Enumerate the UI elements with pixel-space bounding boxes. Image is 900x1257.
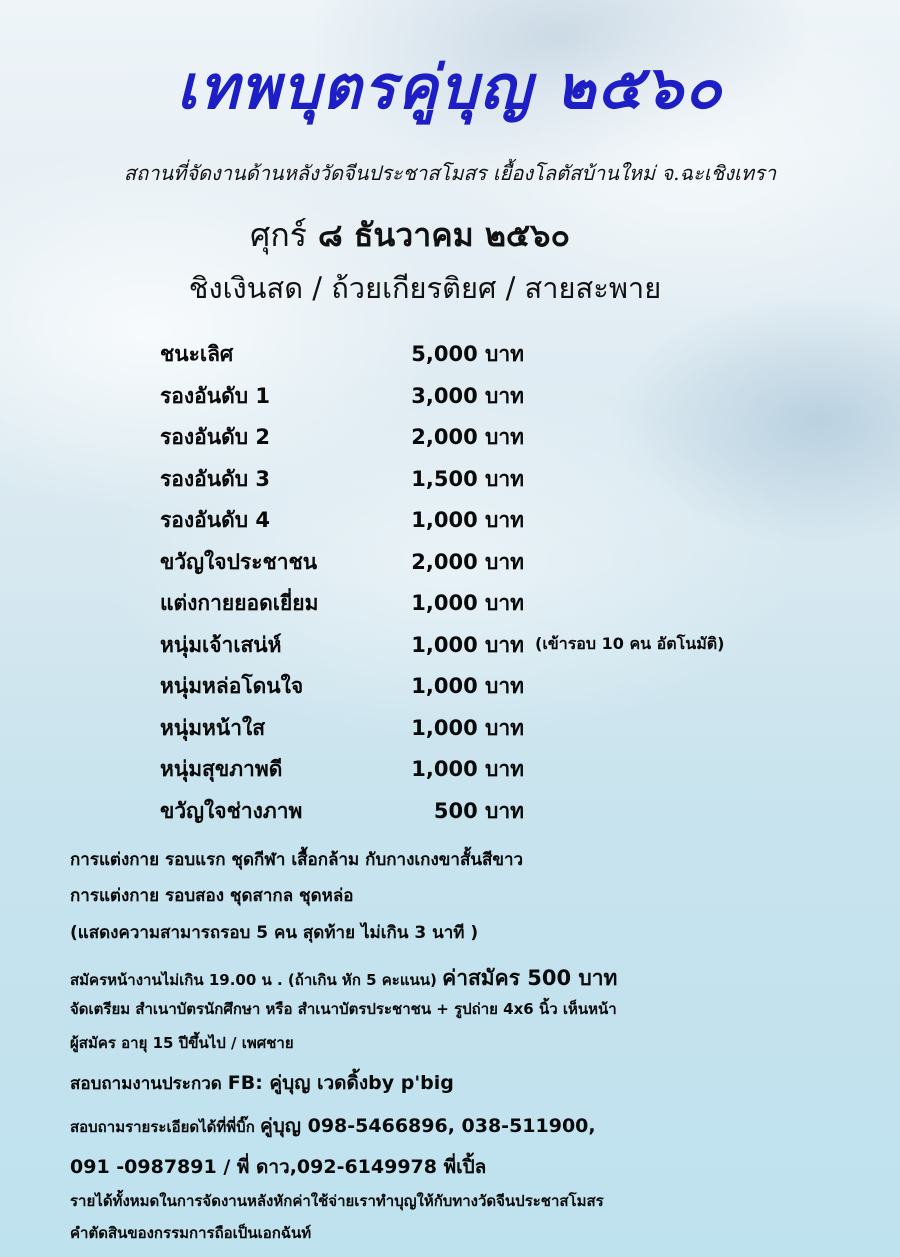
footer-line-2: คำตัดสินของกรรมการถือเป็นเอกฉันท์ [70,1224,312,1242]
contact-phone-value: คู่บุญ 098-5466896, 038-511900, [260,1115,596,1137]
footer-line-1: รายได้ทั้งหมดในการจัดงานหลังหักค่าใช้จ่ายเราทำบุญให้กับทางวัดจีนประชาสโมสร [70,1192,604,1210]
prize-row [160,623,800,665]
prize-name: หนุ่มสุขภาพดี [160,757,283,781]
contact-phone-line [70,1111,596,1141]
dress-round-2: การแต่งกาย รอบสอง ชุดสากล ชุดหล่อ [70,886,354,906]
prize-amount: 1,500 บาท [411,466,524,491]
awards-line: ชิงเงินสด / ถ้วยเกียรติยศ / สายสะพาย [188,271,662,305]
contact-fb-value: FB: คู่บุญ เวดดิ้งby p'big [227,1072,454,1094]
prize-name: ขวัญใจช่างภาพ [160,798,303,823]
prize-row [160,498,800,540]
prize-row [160,540,800,582]
event-date [0,210,820,261]
prize-name: รองอันดับ 1 [160,383,271,408]
prize-amount: 5,000 บาท [411,342,524,366]
contact-fb-label: สอบถามงานประกวด [70,1074,222,1094]
prize-row [160,789,800,831]
registration-line [70,962,617,995]
prize-name: รองอันดับ 4 [160,508,271,532]
talent-note: (แสดงความสามารถรอบ 5 คน สุดท้าย ไม่เกิน 3 นาที ) [70,923,479,943]
contact-phone-label: สอบถามรายระเอียดได้ที่พี่บิ๊ก [70,1118,255,1136]
prize-row [160,664,800,706]
prize-name: หนุ่มหน้าใส [160,715,266,740]
prize-row [160,332,800,374]
prize-name: ขวัญใจประชาชน [160,549,318,574]
prize-row [160,747,800,789]
registration-eligibility: ผู้สมัคร อายุ 15 ปีขึ้นไป / เพศชาย [70,1034,294,1052]
prize-amount: 1,000 บาท [411,632,524,657]
prize-name: รองอันดับ 2 [160,425,271,449]
prize-amount: 1,000 บาท [411,508,524,532]
venue-line: สถานที่จัดงานด้านหลังวัดจีนประชาสโมสร เยื้องโลตัสบ้านใหม่ จ.ฉะเชิงเทรา [123,161,777,185]
prize-amount: 2,000 บาท [411,549,524,574]
prize-amount: 2,000 บาท [411,425,524,449]
registration-deadline: สมัครหน้างานไม่เกิน 19.00 น . (ถ้าเกิน หัก 5 คะแนน) [70,971,437,989]
prize-name: รองอันดับ 3 [160,466,271,491]
prize-amount: 1,000 บาท [411,757,524,781]
prize-row [160,706,800,748]
contact-phones-more: 091 -0987891 / พี่ ดาว,092-6149978 พี่เปิ้ล [70,1156,487,1178]
contact-fb-line [70,1068,454,1098]
event-date-value: ๘ ธันวาคม ๒๕๖๐ [318,216,570,254]
prize-name: แต่งกายยอดเยี่ยม [160,591,319,615]
poster-title: เทพบุตรคู่บุญ ๒๕๖๐ [176,53,724,123]
prize-amount: 3,000 บาท [411,383,524,408]
prize-amount: 1,000 บาท [411,674,524,698]
registration-fee: ค่าสมัคร 500 บาท [442,966,618,990]
prize-name: ชนะเลิศ [160,342,234,366]
prize-row [160,581,800,623]
prize-name: หนุ่มหล่อโดนใจ [160,674,304,698]
prize-row [160,457,800,499]
prize-note: (เข้ารอบ 10 คน อัตโนมัติ) [535,633,725,653]
prize-list [160,332,800,830]
prize-amount: 1,000 บาท [411,715,524,740]
registration-documents: จัดเตรียม สำเนาบัตรนักศึกษา หรือ สำเนาบัตรประชาชน + รูปถ่าย 4x6 นิ้ว เห็นหน้า [70,1000,617,1018]
prize-amount: 1,000 บาท [411,591,524,615]
dress-round-1: การแต่งกาย รอบแรก ชุดกีฬา เสื้อกล้าม กับกางเกงขาสั้นสีขาว [70,850,524,870]
prize-row [160,374,800,416]
prize-amount: 500 บาท [433,798,524,823]
prize-row [160,415,800,457]
prize-name: หนุ่มเจ้าเสน่ห์ [160,632,282,657]
event-day: ศุกร์ [250,216,307,254]
